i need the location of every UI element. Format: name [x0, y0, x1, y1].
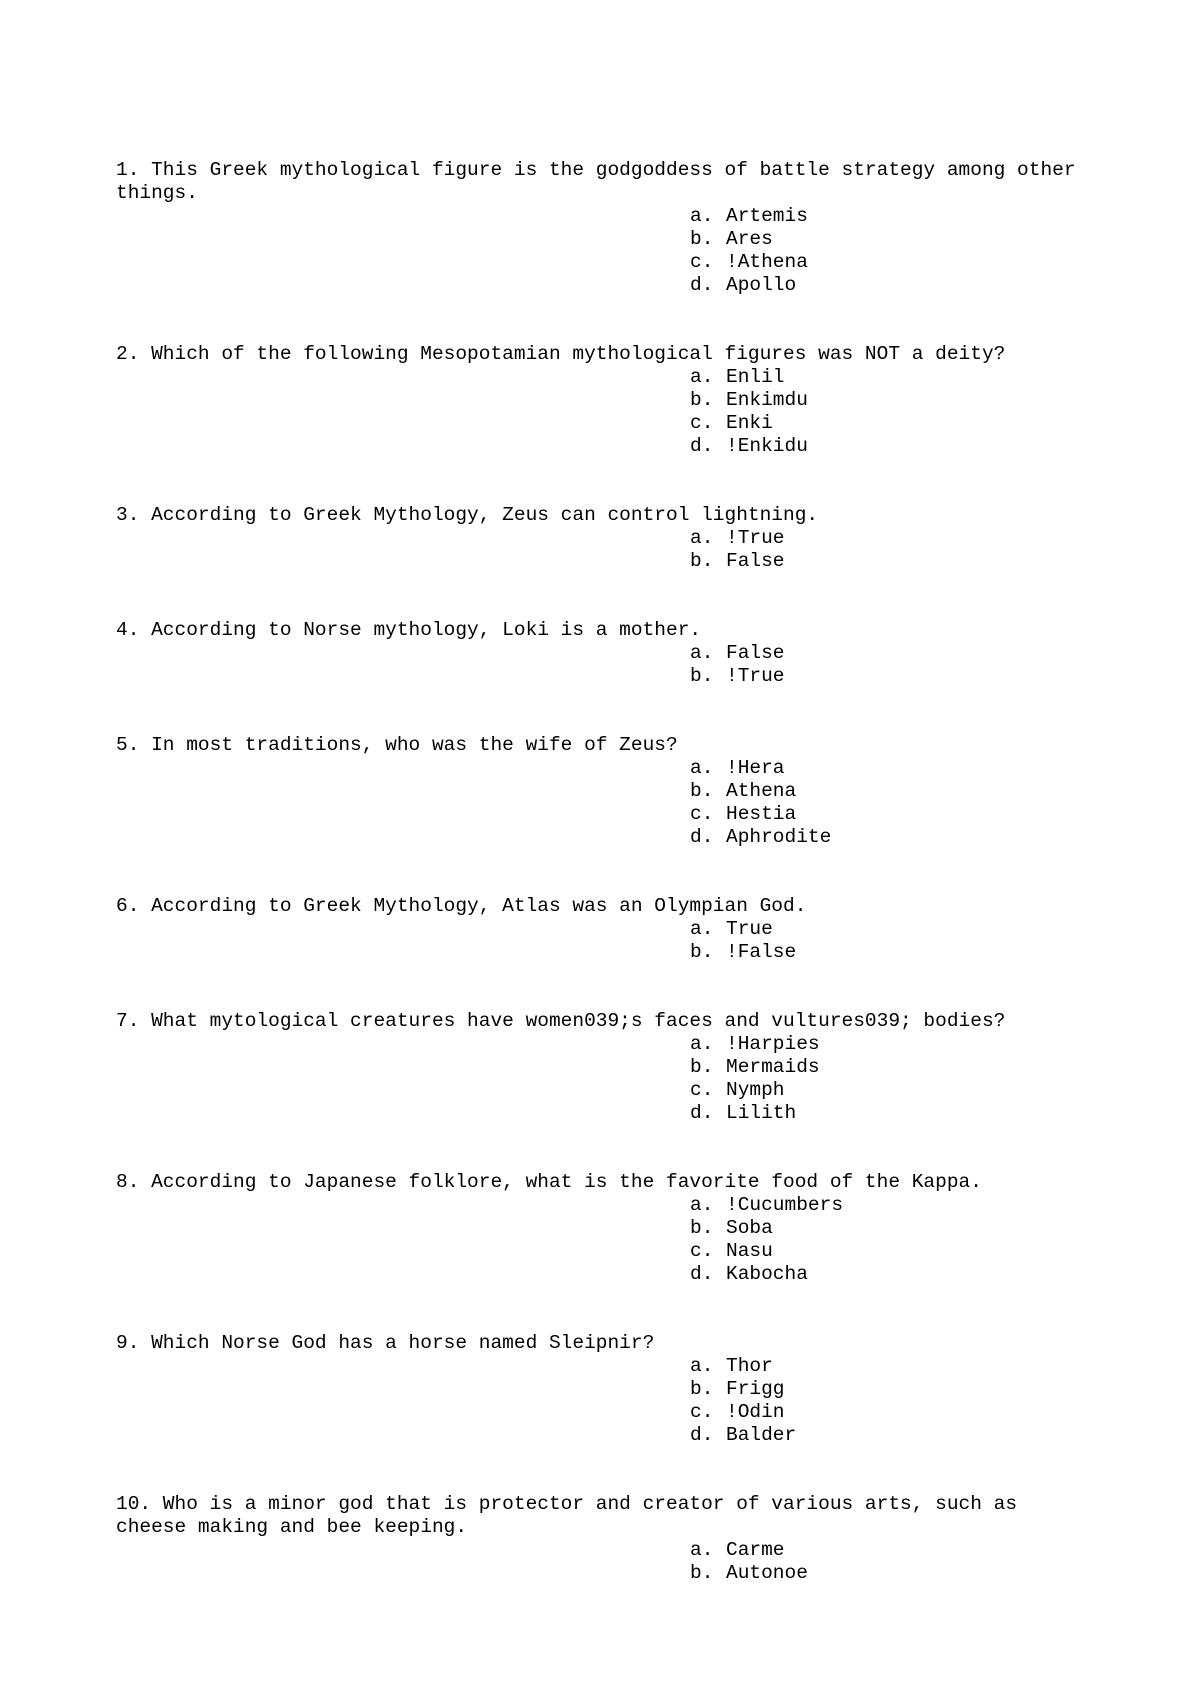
question-block: [116, 895, 1116, 964]
option-letter: d.: [690, 1424, 714, 1446]
question-text: 6. According to Greek Mythology, Atlas was an Olympian God.: [116, 895, 807, 917]
answer-option: [690, 366, 1116, 389]
option-letter: d.: [690, 274, 714, 296]
quiz-list: [116, 159, 1116, 1631]
option-letter: b.: [690, 1378, 714, 1400]
answer-options: [116, 1194, 1116, 1286]
option-letter: a.: [690, 642, 714, 664]
option-text: Athena: [726, 780, 797, 802]
answer-option: [690, 918, 1116, 941]
question-text: 10. Who is a minor god that is protector and creator of various arts, such as cheese making and bee keeping.: [116, 1493, 1029, 1538]
option-text: !True: [726, 527, 785, 549]
option-text: Balder: [726, 1424, 797, 1446]
answer-option: [690, 527, 1116, 550]
answer-option: [690, 1056, 1116, 1079]
option-letter: b.: [690, 1056, 714, 1078]
option-text: !Athena: [726, 251, 808, 273]
option-letter: b.: [690, 228, 714, 250]
option-text: Thor: [726, 1355, 773, 1377]
answer-options: [116, 1033, 1116, 1125]
answer-option: [690, 1263, 1116, 1286]
question-text: 5. In most traditions, who was the wife of Zeus?: [116, 734, 678, 756]
question-text: 8. According to Japanese folklore, what is the favorite food of the Kappa.: [116, 1171, 982, 1193]
answer-option: [690, 251, 1116, 274]
option-letter: d.: [690, 826, 714, 848]
option-text: Kabocha: [726, 1263, 808, 1285]
option-letter: b.: [690, 389, 714, 411]
option-letter: c.: [690, 1401, 714, 1423]
option-letter: d.: [690, 435, 714, 457]
option-text: Lilith: [726, 1102, 797, 1124]
answer-option: [690, 826, 1116, 849]
option-text: Autonoe: [726, 1562, 808, 1584]
answer-option: [690, 550, 1116, 573]
question-block: [116, 1010, 1116, 1125]
answer-option: [690, 1562, 1116, 1585]
answer-option: [690, 1355, 1116, 1378]
question-block: [116, 1171, 1116, 1286]
answer-options: [116, 1355, 1116, 1447]
option-letter: d.: [690, 1263, 714, 1285]
answer-option: [690, 1033, 1116, 1056]
option-letter: c.: [690, 1079, 714, 1101]
answer-option: [690, 228, 1116, 251]
question-block: [116, 734, 1116, 849]
option-text: Carme: [726, 1539, 785, 1561]
option-letter: a.: [690, 918, 714, 940]
answer-options: [116, 757, 1116, 849]
answer-options: [116, 1539, 1116, 1585]
option-letter: c.: [690, 1240, 714, 1262]
option-letter: a.: [690, 205, 714, 227]
option-letter: b.: [690, 780, 714, 802]
option-text: Ares: [726, 228, 773, 250]
answer-option: [690, 1217, 1116, 1240]
answer-option: [690, 1079, 1116, 1102]
answer-options: [116, 205, 1116, 297]
option-letter: b.: [690, 1217, 714, 1239]
option-text: False: [726, 550, 785, 572]
option-text: !Harpies: [726, 1033, 820, 1055]
option-letter: b.: [690, 665, 714, 687]
answer-options: [116, 918, 1116, 964]
option-text: Soba: [726, 1217, 773, 1239]
answer-option: [690, 780, 1116, 803]
answer-option: [690, 642, 1116, 665]
option-text: !Hera: [726, 757, 785, 779]
option-text: !Odin: [726, 1401, 785, 1423]
question-text: 7. What mytological creatures have women039;s faces and vultures039; bodies?: [116, 1010, 1006, 1032]
option-letter: a.: [690, 757, 714, 779]
question-text: 4. According to Norse mythology, Loki is a mother.: [116, 619, 702, 641]
answer-options: [116, 642, 1116, 688]
answer-option: [690, 205, 1116, 228]
option-letter: a.: [690, 366, 714, 388]
answer-option: [690, 757, 1116, 780]
question-block: [116, 343, 1116, 458]
option-letter: a.: [690, 1033, 714, 1055]
answer-option: [690, 941, 1116, 964]
question-text: 1. This Greek mythological figure is the godgoddess of battle strategy among other things.: [116, 159, 1088, 204]
option-letter: a.: [690, 1355, 714, 1377]
option-text: Artemis: [726, 205, 808, 227]
answer-option: [690, 1539, 1116, 1562]
question-block: [116, 1493, 1116, 1585]
option-letter: b.: [690, 941, 714, 963]
option-text: Apollo: [726, 274, 797, 296]
option-letter: d.: [690, 1102, 714, 1124]
answer-options: [116, 366, 1116, 458]
answer-options: [116, 527, 1116, 573]
option-text: False: [726, 642, 785, 664]
option-text: Hestia: [726, 803, 797, 825]
question-block: [116, 619, 1116, 688]
answer-option: [690, 1102, 1116, 1125]
answer-option: [690, 1194, 1116, 1217]
question-block: [116, 504, 1116, 573]
question-text: 9. Which Norse God has a horse named Sleipnir?: [116, 1332, 655, 1354]
option-text: !False: [726, 941, 797, 963]
option-text: Frigg: [726, 1378, 785, 1400]
question-text: 3. According to Greek Mythology, Zeus can control lightning.: [116, 504, 819, 526]
answer-option: [690, 274, 1116, 297]
option-text: Enki: [726, 412, 773, 434]
option-letter: c.: [690, 251, 714, 273]
answer-option: [690, 412, 1116, 435]
answer-option: [690, 665, 1116, 688]
question-block: [116, 1332, 1116, 1447]
option-text: !True: [726, 665, 785, 687]
option-letter: a.: [690, 1194, 714, 1216]
option-text: !Cucumbers: [726, 1194, 844, 1216]
option-text: Nymph: [726, 1079, 785, 1101]
option-text: !Enkidu: [726, 435, 808, 457]
question-text: 2. Which of the following Mesopotamian mythological figures was NOT a deity?: [116, 343, 1006, 365]
option-letter: a.: [690, 1539, 714, 1561]
answer-option: [690, 435, 1116, 458]
answer-option: [690, 1424, 1116, 1447]
question-block: [116, 159, 1116, 297]
answer-option: [690, 389, 1116, 412]
answer-option: [690, 1240, 1116, 1263]
option-letter: b.: [690, 1562, 714, 1584]
answer-option: [690, 1401, 1116, 1424]
answer-option: [690, 803, 1116, 826]
option-text: Mermaids: [726, 1056, 820, 1078]
answer-option: [690, 1378, 1116, 1401]
option-text: True: [726, 918, 773, 940]
option-text: Enlil: [726, 366, 785, 388]
option-letter: a.: [690, 527, 714, 549]
option-text: Aphrodite: [726, 826, 832, 848]
option-letter: c.: [690, 803, 714, 825]
option-letter: c.: [690, 412, 714, 434]
option-text: Enkimdu: [726, 389, 808, 411]
option-letter: b.: [690, 550, 714, 572]
option-text: Nasu: [726, 1240, 773, 1262]
